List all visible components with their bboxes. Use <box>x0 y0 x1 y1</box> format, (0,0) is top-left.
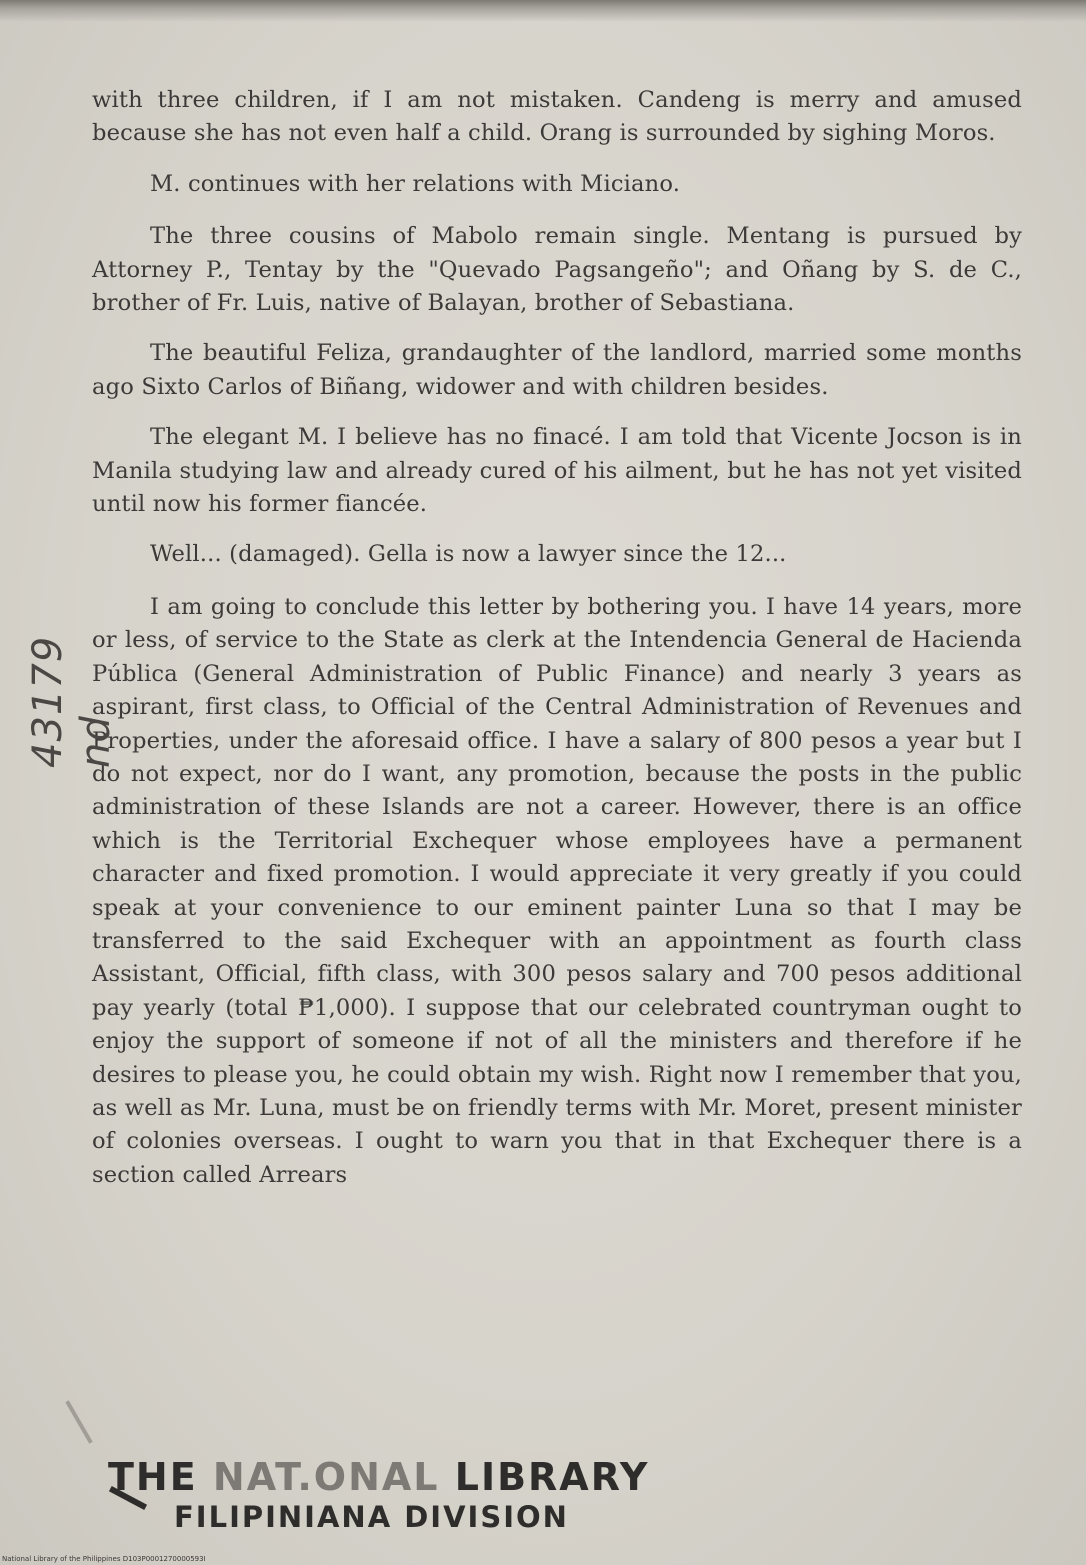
scan-top-edge <box>0 0 1086 22</box>
stamp-line-1 <box>108 1455 649 1499</box>
paragraph-4: The beautiful Feliza, grandaughter of the landlord, married some months ago Sixto Carlos of Biñang, widower and with children besides. <box>92 340 1022 400</box>
stamp-line-2: FILIPINIANA DIVISION <box>174 1500 569 1534</box>
library-stamp <box>108 1455 649 1535</box>
handwritten-margin-note: 43179 nd <box>25 635 119 768</box>
paragraph-7: I am going to conclude this letter by bothering you. I have 14 years, more or less, of service to the State as clerk at the Intendencia General de Hacienda Pública (General Administration of Public Finance) and nearly 3 years as aspirant, first class, to Official of the Central Administration of Revenues and Properties, under the aforesaid office. I have a salary of 800 pesos a year but I do not expect, nor do I want, any promotion, because the posts in the public administration of these Islands are not a career. However, there is an office which is the Territorial Exchequer whose employees have a permanent character and fixed promotion. I would appreciate it very greatly if you could speak at your convenience to our eminent painter Luna so that I may be transferred to the said Exchequer with an appointment as fourth class Assistant, Official, fifth class, with 300 pesos salary and 700 pesos additional pay yearly (total ₱1,000). I suppose that our celebrated countryman ought to enjoy the support of someone if not of all the ministers and therefore if he desires to please you, he could obtain my wish. Right now I remember that you, as well as Mr. Luna, must be on friendly terms with Mr. Moret, present minister of colonies overseas. I ought to warn you that in that Exchequer there is a section called Arrears <box>92 593 1022 1188</box>
letter-body <box>92 84 1022 1209</box>
paragraph-5: The elegant M. I believe has no finacé. I am told that Vicente Jocson is in Manila studying law and already cured of his ailment, but he has not yet visited until now his former fiancée. <box>92 424 1022 518</box>
ink-mark <box>65 1400 92 1444</box>
paragraph-1: with three children, if I am not mistaken. Candeng is merry and amused because she has not even half a child. Orang is surrounded by sighing Moros. <box>92 87 1022 147</box>
footer-credit: National Library of the Philippines D103P0001270000593I <box>2 1555 206 1563</box>
stamp-the: THE <box>108 1455 213 1499</box>
stamp-national-faded: NAT.ONAL <box>212 1455 455 1499</box>
stamp-library: LIBRARY <box>454 1455 650 1499</box>
paragraph-2: M. continues with her relations with Miciano. <box>150 170 681 197</box>
paragraph-6: Well... (damaged). Gella is now a lawyer since the 12... <box>150 541 787 568</box>
paragraph-3: The three cousins of Mabolo remain single. Mentang is pursued by Attorney P., Tentay by the "Quevado Pagsangeño"; and Oñang by S. de C., brother of Fr. Luis, native of Balayan, brother of Sebastiana. <box>92 223 1022 317</box>
